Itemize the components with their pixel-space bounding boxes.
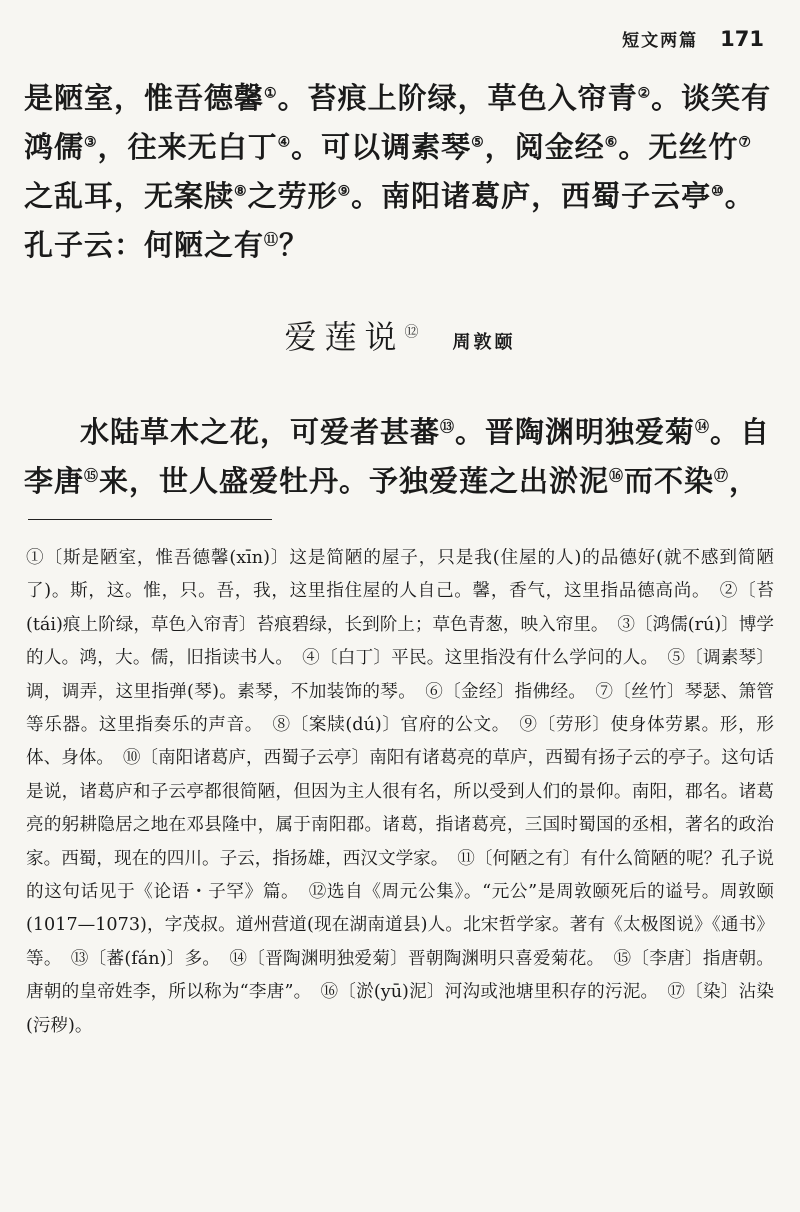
- essay-title: [284, 312, 426, 358]
- essay-title-text: 爱莲说: [284, 318, 405, 356]
- text-segment: ？: [279, 228, 310, 262]
- footnote: ⑨〔劳形〕使身体劳累。形，形体、身体。: [26, 715, 774, 769]
- footnote: ⑭〔晋陶渊明独爱菊〕晋朝陶渊明只喜爱菊花。: [229, 948, 596, 969]
- text-segment: 。苔痕上阶绿，草色入帘青: [277, 81, 638, 115]
- text-segment: ，往来无白丁: [97, 130, 278, 164]
- text-segment: 。孔子云：何陋之有: [24, 179, 755, 262]
- text-segment: 之乱耳，无案牍: [24, 179, 235, 213]
- text-segment: 。自李唐: [24, 415, 771, 498]
- ai-lian-shuo-text: [24, 408, 780, 506]
- page-header: [622, 26, 764, 51]
- footnote: ⑬〔蕃(fán)〕多。: [70, 948, 212, 969]
- footnote: ④〔白丁〕平民。这里指没有什么学问的人。: [302, 648, 650, 669]
- note-marker: ⑯: [609, 468, 625, 485]
- footnote: ⑮〔李唐〕指唐朝。唐朝的皇帝姓李，所以称为“李唐”。: [26, 948, 774, 1003]
- footnote: ③〔鸿儒(rú)〕博学的人。鸿，大。儒，旧指读书人。: [26, 614, 774, 669]
- text-segment: ，阅金经: [484, 130, 605, 164]
- note-marker: ②: [637, 85, 652, 102]
- footnote: ⑪〔何陋之有〕有什么简陋的呢？孔子说的这句话见于《论语・子罕》篇。: [26, 848, 774, 903]
- footnote: ⑫选自《周元公集》。“元公”是周敦颐死后的谥号。周敦颐(1017—1073)，字茂叔。道州营道(现在湖南道县)人。北宋哲学家。著有《太极图说》《通书》等。: [26, 882, 774, 969]
- running-title: 短文两篇: [622, 31, 699, 51]
- text-segment: 。无丝竹: [618, 130, 739, 164]
- note-marker: ⑰: [714, 468, 730, 485]
- footnote: ①〔斯是陋室，惟吾德馨(xīn)〕这是简陋的屋子，只是我(住屋的人)的品德好(就不感到简陋了)。斯，这。惟，只。吾，我，这里指住屋的人自己。馨，香气，这里指品德高尚。: [26, 548, 774, 602]
- text-segment: 。可以调素琴: [291, 130, 472, 164]
- footnotes: [26, 542, 774, 1043]
- footnote: ⑯〔淤(yū)泥〕河沟或池塘里积存的污泥。: [320, 982, 650, 1003]
- note-marker: ⑪: [264, 232, 280, 249]
- note-marker: ⑬: [440, 419, 456, 436]
- note-marker: ⑧: [234, 183, 248, 200]
- text-segment: 而不染: [624, 464, 715, 498]
- text-segment: 是陋室，惟吾德馨: [24, 81, 265, 115]
- note-marker: ④: [277, 134, 292, 151]
- footnote: ⑤〔调素琴〕调，调弄，这里指弹(琴)。素琴，不加装饰的琴。: [26, 648, 774, 702]
- page-number: 171: [720, 27, 764, 51]
- note-marker: ⑤: [471, 134, 485, 151]
- footnote-divider: [28, 519, 272, 520]
- note-marker: ⑭: [695, 419, 711, 436]
- footnote: ⑧〔案牍(dú)〕官府的公文。: [272, 715, 502, 736]
- text-segment: 之劳形: [247, 179, 338, 213]
- note-marker: ③: [84, 134, 98, 151]
- footnote: ⑥〔金经〕指佛经。: [425, 681, 578, 702]
- footnote: ⑦〔丝竹〕琴瑟、箫管等乐器。这里指奏乐的声音。: [26, 681, 774, 736]
- text-segment: 水陆草木之花，可爱者甚蕃: [80, 415, 441, 449]
- text-segment: 。南阳诸葛庐，西蜀子云亭: [351, 179, 712, 213]
- footnote: ②〔苔(tái)痕上阶绿，草色入帘青〕苔痕碧绿，长到阶上；草色青葱，映入帘里。: [26, 581, 774, 635]
- note-marker: ⑮: [84, 468, 100, 485]
- note-marker: ⑩: [711, 183, 725, 200]
- note-marker: ⑦: [738, 134, 752, 151]
- note-marker: ⑨: [337, 183, 352, 200]
- footnote: ⑰〔染〕沾染(污秽)。: [26, 982, 774, 1036]
- note-marker: ①: [264, 85, 278, 102]
- footnote: ⑩〔南阳诸葛庐，西蜀子云亭〕南阳有诸葛亮的草庐，西蜀有扬子云的亭子。这句话是说，诸葛庐和子云亭都很简陋，但因为主人很有名，所以受到人们的景仰。南阳，郡名。诸葛亮的躬耕隐居之地在邓县隆中，属于南阳郡。诸葛，指诸葛亮，三国时蜀国的丞相，著名的政治家。西蜀，现在的四川。子云，指扬雄，西汉文学家。: [26, 748, 774, 869]
- text-segment: 。晋陶渊明独爱菊: [455, 415, 696, 449]
- lou-shi-ming-text: [24, 74, 780, 270]
- note-marker: ⑥: [604, 134, 619, 151]
- text-segment: ，: [729, 464, 760, 498]
- text-segment: 来，世人盛爱牡丹。予独爱莲之出淤泥: [99, 464, 610, 498]
- text-segment: 。谈笑有鸿儒: [24, 81, 772, 164]
- note-marker: ⑫: [404, 324, 427, 341]
- essay-author: 周敦颐: [452, 332, 516, 353]
- essay-heading: [0, 312, 800, 358]
